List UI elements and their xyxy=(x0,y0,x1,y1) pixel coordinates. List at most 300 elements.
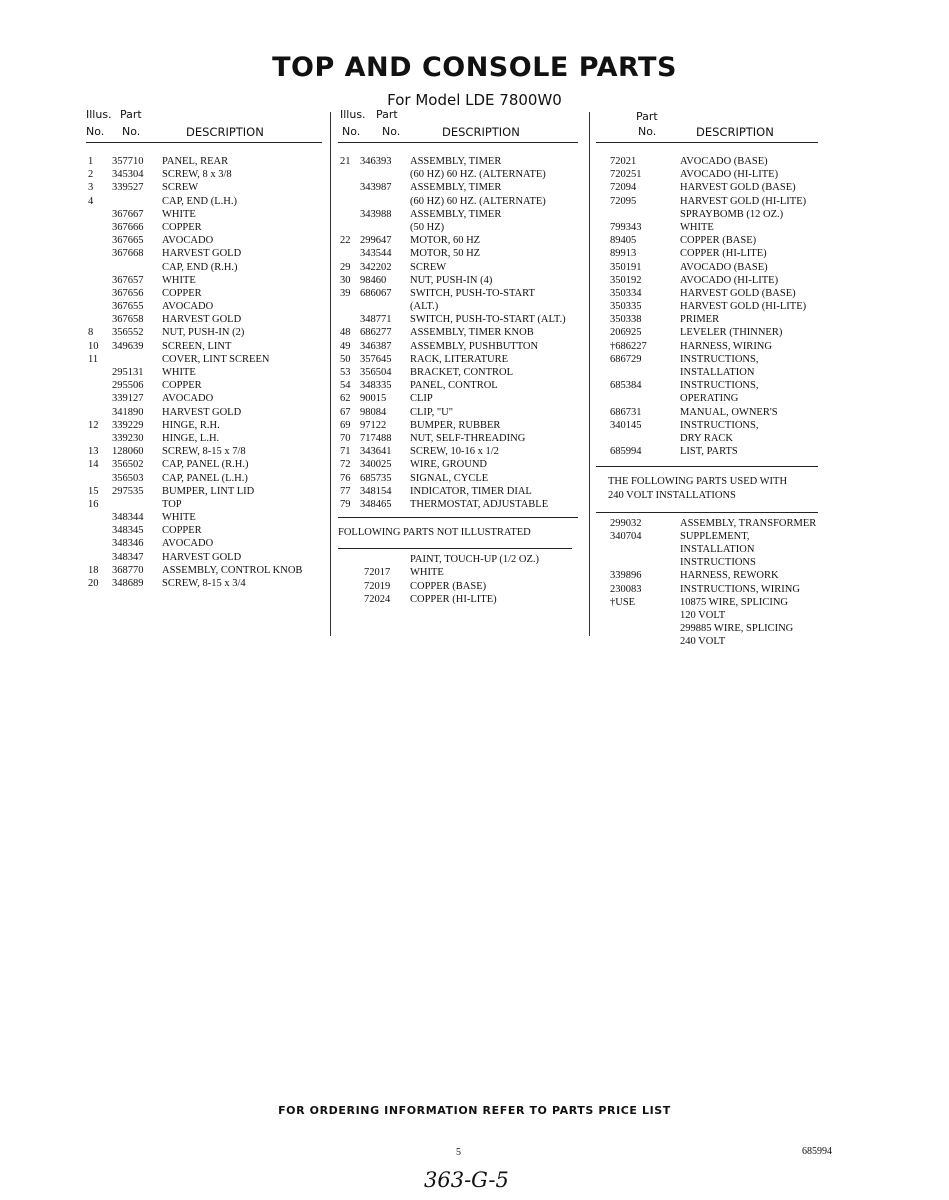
illus-number: 2 xyxy=(88,169,94,181)
part-number: 350335 xyxy=(610,301,642,313)
part-number: 348346 xyxy=(112,538,144,550)
list-item xyxy=(596,635,836,648)
list-item xyxy=(338,234,578,247)
list-item xyxy=(596,569,836,582)
illus-number: 22 xyxy=(340,235,351,247)
list-item xyxy=(86,564,322,577)
part-number: 230083 xyxy=(610,583,642,595)
part-description: PANEL, CONTROL xyxy=(410,380,498,392)
list-item xyxy=(338,485,578,498)
list-item xyxy=(338,406,578,419)
part-label: Part xyxy=(376,108,398,121)
section-rule xyxy=(338,517,578,518)
list-item xyxy=(338,566,578,579)
part-description: 10875 WIRE, SPLICING xyxy=(680,596,789,608)
part-description: INSTALLATION xyxy=(680,544,755,556)
list-item xyxy=(86,247,322,260)
part-number: 346393 xyxy=(360,156,392,167)
parts-column-1 xyxy=(86,108,322,590)
column-header xyxy=(86,108,322,142)
list-item xyxy=(338,580,578,593)
part-description: COPPER xyxy=(162,221,202,233)
part-number: 98084 xyxy=(360,406,387,418)
list-item xyxy=(86,195,322,208)
list-item xyxy=(86,551,322,564)
part-number: 98460 xyxy=(360,274,387,286)
part-description: MOTOR, 50 HZ xyxy=(410,248,481,260)
illus-number: 70 xyxy=(340,432,351,444)
model-subtitle: For Model LDE 7800W0 xyxy=(387,91,562,109)
part-number: 367655 xyxy=(112,301,144,313)
description-label: DESCRIPTION xyxy=(442,125,520,139)
parts-list xyxy=(86,155,322,590)
part-description: WHITE xyxy=(410,567,444,579)
column-divider xyxy=(330,112,331,636)
part-description: HARNESS, WIRING xyxy=(680,340,772,352)
list-item xyxy=(86,366,322,379)
illus-number: 29 xyxy=(340,261,351,273)
part-number: 89405 xyxy=(610,235,637,247)
part-description: THERMOSTAT, ADJUSTABLE xyxy=(410,498,549,510)
handwritten-note: 363-G-5 xyxy=(424,1168,509,1192)
part-description: INSTRUCTIONS, xyxy=(680,353,759,365)
part-number: 367666 xyxy=(112,221,144,233)
list-item xyxy=(596,155,836,168)
list-item xyxy=(86,458,322,471)
list-item xyxy=(338,326,578,339)
list-item xyxy=(86,234,322,247)
part-description: AVOCADO xyxy=(162,235,214,247)
illus-number: 11 xyxy=(88,353,99,365)
part-description: SWITCH, PUSH-TO-START xyxy=(410,287,535,299)
not-illustrated-note: FOLLOWING PARTS NOT ILLUSTRATED xyxy=(338,527,531,539)
illus-number: 10 xyxy=(88,340,99,352)
list-item xyxy=(86,274,322,287)
volt-note-line-2: 240 VOLT INSTALLATIONS xyxy=(608,489,736,501)
part-number: 356504 xyxy=(360,367,392,378)
part-description: LIST, PARTS xyxy=(680,446,738,458)
list-item xyxy=(596,300,836,313)
part-description: INSTRUCTIONS, WIRING xyxy=(680,583,800,595)
part-number: 348154 xyxy=(360,485,392,497)
part-number: 356552 xyxy=(112,327,144,339)
part-description: (60 HZ) 60 HZ. (ALTERNATE) xyxy=(410,195,546,207)
illus-label: Illus. xyxy=(340,108,366,121)
list-item xyxy=(338,445,578,458)
part-description: SCREW, 8 x 3/8 xyxy=(162,169,232,181)
part-description: WHITE xyxy=(680,221,714,233)
no2-label: No. xyxy=(382,125,401,138)
part-number: 345304 xyxy=(112,169,144,181)
part-number: 343641 xyxy=(360,446,392,458)
list-item xyxy=(596,392,836,405)
part-description: AVOCADO (HI-LITE) xyxy=(680,274,779,286)
illus-number: 79 xyxy=(340,498,351,510)
part-description: AVOCADO xyxy=(162,301,214,313)
part-description: PAINT, TOUCH-UP (1/2 OZ.) xyxy=(410,554,540,566)
part-number: 367668 xyxy=(112,248,144,260)
list-item xyxy=(338,300,578,313)
part-number: 348347 xyxy=(112,551,144,563)
description-label: DESCRIPTION xyxy=(186,125,264,139)
list-item xyxy=(338,155,578,168)
part-description: SCREEN, LINT xyxy=(162,340,232,352)
description-label: DESCRIPTION xyxy=(696,125,774,139)
list-item xyxy=(596,556,836,569)
illus-number: 39 xyxy=(340,287,351,299)
list-item xyxy=(596,517,836,530)
illus-number: 71 xyxy=(340,446,351,458)
part-description: HARVEST GOLD xyxy=(162,314,242,326)
list-item xyxy=(86,472,322,485)
part-description: PRIMER xyxy=(680,314,720,326)
part-number: 720251 xyxy=(610,169,642,181)
list-item xyxy=(338,392,578,405)
part-description: INSTALLATION xyxy=(680,367,755,378)
list-item xyxy=(338,353,578,366)
list-item xyxy=(596,195,836,208)
no-label: No. xyxy=(638,125,657,138)
part-description: COPPER (HI-LITE) xyxy=(680,248,767,260)
part-description: SPRAYBOMB (12 OZ.) xyxy=(680,208,784,220)
parts-list xyxy=(596,155,836,458)
no-label: No. xyxy=(342,125,361,138)
part-description: WHITE xyxy=(162,512,196,524)
part-number: 686729 xyxy=(610,353,642,365)
part-number: 367665 xyxy=(112,235,144,247)
part-number: 339896 xyxy=(610,570,642,582)
parts-list xyxy=(338,155,578,511)
list-item xyxy=(596,583,836,596)
part-number: 343988 xyxy=(360,208,392,220)
part-description: 120 VOLT xyxy=(680,610,726,622)
part-description: HINGE, R.H. xyxy=(162,419,220,431)
part-number: †686227 xyxy=(610,340,647,352)
part-number: 299032 xyxy=(610,517,642,529)
list-item xyxy=(338,432,578,445)
part-description: COPPER (BASE) xyxy=(410,580,487,592)
illus-number: 72 xyxy=(340,459,351,471)
illus-label: Illus. xyxy=(86,108,112,121)
list-item xyxy=(86,340,322,353)
list-item xyxy=(596,208,836,221)
list-item xyxy=(596,313,836,326)
part-description: ASSEMBLY, TIMER xyxy=(410,208,502,220)
illus-number: 8 xyxy=(88,327,94,339)
list-item xyxy=(338,379,578,392)
list-item xyxy=(86,379,322,392)
illus-number: 13 xyxy=(88,446,99,458)
part-number: 685384 xyxy=(610,380,642,392)
list-item xyxy=(86,326,322,339)
list-item xyxy=(86,392,322,405)
section-rule xyxy=(596,466,818,467)
list-item xyxy=(338,287,578,300)
part-number: 348689 xyxy=(112,578,144,589)
list-item xyxy=(596,261,836,274)
part-description: SCREW xyxy=(162,182,199,194)
part-number: 348465 xyxy=(360,498,392,510)
part-description: RACK, LITERATURE xyxy=(410,353,508,365)
page-title: TOP AND CONSOLE PARTS xyxy=(272,52,677,83)
part-number: 89913 xyxy=(610,248,637,260)
list-item xyxy=(86,524,322,537)
parts-column-2 xyxy=(338,108,578,606)
column-header xyxy=(596,108,836,142)
part-description: WHITE xyxy=(162,274,196,286)
list-item xyxy=(338,340,578,353)
part-description: INSTRUCTIONS xyxy=(680,557,756,569)
part-number: 339229 xyxy=(112,419,144,431)
illus-number: 30 xyxy=(340,274,351,286)
part-number: 799343 xyxy=(610,221,642,233)
part-description: AVOCADO (BASE) xyxy=(680,156,768,167)
illus-number: 49 xyxy=(340,340,351,352)
part-number: 339230 xyxy=(112,432,144,444)
part-description: MOTOR, 60 HZ xyxy=(410,235,481,247)
part-description: BUMPER, LINT LID xyxy=(162,485,255,497)
list-item xyxy=(338,313,578,326)
part-description: AVOCADO (BASE) xyxy=(680,261,768,273)
part-description: INSTRUCTIONS, xyxy=(680,380,759,392)
list-item xyxy=(596,326,836,339)
list-item xyxy=(596,445,836,458)
ordering-footer: FOR ORDERING INFORMATION REFER TO PARTS PRICE LIST xyxy=(278,1104,671,1117)
part-description: COPPER xyxy=(162,380,202,392)
illus-number: 69 xyxy=(340,419,351,431)
illus-number: 77 xyxy=(340,485,351,497)
part-description: HARVEST GOLD (BASE) xyxy=(680,182,796,194)
part-number: 72094 xyxy=(610,182,637,194)
illus-number: 76 xyxy=(340,472,351,484)
section-rule xyxy=(338,548,572,549)
part-number: 717488 xyxy=(360,432,392,444)
list-item xyxy=(596,181,836,194)
list-item xyxy=(596,596,836,609)
part-description: NUT, SELF-THREADING xyxy=(410,432,526,444)
list-item xyxy=(86,419,322,432)
part-description: COPPER (BASE) xyxy=(680,235,757,247)
part-number: †USE xyxy=(610,596,636,608)
part-description: AVOCADO (HI-LITE) xyxy=(680,169,779,181)
list-item xyxy=(86,181,322,194)
part-description: ASSEMBLY, PUSHBUTTON xyxy=(410,340,539,352)
list-item xyxy=(86,155,322,168)
part-number: 72024 xyxy=(364,593,391,605)
part-description: NUT, PUSH-IN (4) xyxy=(410,274,493,286)
part-description: CAP, END (L.H.) xyxy=(162,195,237,207)
part-number: 686277 xyxy=(360,327,392,339)
part-number: 686067 xyxy=(360,287,392,299)
illus-number: 21 xyxy=(340,156,351,167)
part-number: 357710 xyxy=(112,156,144,167)
part-description: HARVEST GOLD (HI-LITE) xyxy=(680,195,807,207)
part-description: OPERATING xyxy=(680,393,739,405)
part-description: HARVEST GOLD (HI-LITE) xyxy=(680,301,807,313)
part-number: 340704 xyxy=(610,530,642,542)
part-number: 367658 xyxy=(112,314,144,326)
list-item xyxy=(86,406,322,419)
section-rule xyxy=(596,512,818,513)
list-item xyxy=(596,168,836,181)
list-item xyxy=(596,340,836,353)
part-description: (50 HZ) xyxy=(410,221,445,233)
part-number: 299647 xyxy=(360,235,392,247)
part-number: 357645 xyxy=(360,353,392,365)
list-item xyxy=(596,530,836,543)
header-rule xyxy=(86,142,322,143)
part-number: 339127 xyxy=(112,393,144,405)
list-item xyxy=(86,313,322,326)
parts-column-3 xyxy=(596,108,836,649)
list-item xyxy=(86,577,322,590)
list-item xyxy=(596,379,836,392)
illus-number: 67 xyxy=(340,406,351,418)
illus-number: 4 xyxy=(88,195,94,207)
part-number: 685735 xyxy=(360,472,392,484)
illus-number: 15 xyxy=(88,485,99,497)
list-item xyxy=(338,419,578,432)
part-number: 350334 xyxy=(610,287,642,299)
list-item xyxy=(596,406,836,419)
part-number: 341890 xyxy=(112,406,144,418)
part-number: 348344 xyxy=(112,512,144,524)
part-description: PANEL, REAR xyxy=(162,156,229,167)
list-item xyxy=(338,261,578,274)
list-item xyxy=(86,300,322,313)
document-number: 685994 xyxy=(802,1146,832,1157)
part-description: COVER, LINT SCREEN xyxy=(162,353,270,365)
part-description: HARNESS, REWORK xyxy=(680,570,779,582)
list-item xyxy=(86,353,322,366)
no-label: No. xyxy=(86,125,105,138)
part-description: HARVEST GOLD xyxy=(162,551,242,563)
part-number: 348771 xyxy=(360,314,392,326)
part-number: 72017 xyxy=(364,567,391,579)
part-number: 72095 xyxy=(610,195,637,207)
part-description: AVOCADO xyxy=(162,393,214,405)
list-item xyxy=(338,208,578,221)
list-item xyxy=(338,247,578,260)
part-description: SCREW, 8-15 x 7/8 xyxy=(162,446,246,458)
list-item xyxy=(86,261,322,274)
header-rule xyxy=(596,142,818,143)
part-number: 343544 xyxy=(360,248,392,260)
illus-number: 53 xyxy=(340,367,351,378)
part-number: 348335 xyxy=(360,380,392,392)
list-item xyxy=(86,168,322,181)
illus-number: 20 xyxy=(88,578,99,589)
part-number: 346387 xyxy=(360,340,392,352)
list-item xyxy=(86,208,322,221)
illus-number: 16 xyxy=(88,498,99,510)
part-description: ASSEMBLY, CONTROL KNOB xyxy=(162,564,303,576)
illus-number: 1 xyxy=(88,156,94,167)
list-item xyxy=(596,366,836,379)
part-description: TOP xyxy=(162,498,182,510)
volt-note-line-1: THE FOLLOWING PARTS USED WITH xyxy=(608,476,788,488)
part-number: 686731 xyxy=(610,406,642,418)
part-number: 90015 xyxy=(360,393,387,405)
part-number: 356502 xyxy=(112,459,144,471)
list-item xyxy=(338,553,578,566)
list-item xyxy=(86,287,322,300)
part-description: CLIP, "U" xyxy=(410,406,453,418)
part-description: LEVELER (THINNER) xyxy=(680,327,783,339)
part-number: 368770 xyxy=(112,564,144,576)
part-number: 340145 xyxy=(610,419,642,431)
part-number: 72019 xyxy=(364,580,391,592)
no2-label: No. xyxy=(122,125,141,138)
part-number: 295506 xyxy=(112,380,144,392)
part-number: 340025 xyxy=(360,459,392,471)
part-description: BUMPER, RUBBER xyxy=(410,419,501,431)
illus-number: 48 xyxy=(340,327,351,339)
part-description: WHITE xyxy=(162,367,196,378)
part-description: CAP, END (R.H.) xyxy=(162,261,238,273)
part-number: 350338 xyxy=(610,314,642,326)
part-number: 128060 xyxy=(112,446,144,458)
illus-number: 14 xyxy=(88,459,99,471)
part-description: ASSEMBLY, TRANSFORMER xyxy=(680,517,817,529)
list-item xyxy=(338,221,578,234)
part-description: SCREW, 8-15 x 3/4 xyxy=(162,578,246,589)
illus-number: 50 xyxy=(340,353,351,365)
list-item xyxy=(596,419,836,432)
list-item xyxy=(338,593,578,606)
part-number: 685994 xyxy=(610,446,642,458)
part-description: ASSEMBLY, TIMER KNOB xyxy=(410,327,534,339)
list-item xyxy=(338,458,578,471)
part-description: SCREW xyxy=(410,261,447,273)
list-item xyxy=(338,274,578,287)
illus-number: 62 xyxy=(340,393,351,405)
list-item xyxy=(596,432,836,445)
part-number: 342202 xyxy=(360,261,392,273)
part-description: HARVEST GOLD xyxy=(162,406,242,418)
extra-parts-list xyxy=(596,517,836,649)
page-number: 5 xyxy=(456,1147,461,1158)
part-description: NUT, PUSH-IN (2) xyxy=(162,327,245,339)
part-number: 367657 xyxy=(112,274,144,286)
part-description: HINGE, L.H. xyxy=(162,432,220,444)
list-item xyxy=(596,221,836,234)
part-description: ASSEMBLY, TIMER xyxy=(410,156,502,167)
part-number: 349639 xyxy=(112,340,144,352)
list-item xyxy=(338,472,578,485)
extra-parts-list xyxy=(338,553,578,606)
illus-number: 3 xyxy=(88,182,94,194)
part-number: 367667 xyxy=(112,208,144,220)
part-description: AVOCADO xyxy=(162,538,214,550)
list-item xyxy=(596,622,836,635)
list-item xyxy=(86,445,322,458)
part-description: HARVEST GOLD xyxy=(162,248,242,260)
illus-number: 12 xyxy=(88,419,99,431)
list-item xyxy=(596,609,836,622)
part-description: (ALT.) xyxy=(410,301,439,313)
part-description: CAP, PANEL (L.H.) xyxy=(162,472,248,484)
list-item xyxy=(86,511,322,524)
part-description: SUPPLEMENT, xyxy=(680,530,750,542)
part-number: 295131 xyxy=(112,367,144,378)
part-description: INDICATOR, TIMER DIAL xyxy=(410,485,532,497)
list-item xyxy=(338,498,578,511)
part-description: INSTRUCTIONS, xyxy=(680,419,759,431)
part-label: Part xyxy=(636,110,658,123)
list-item xyxy=(86,498,322,511)
part-number: 206925 xyxy=(610,327,642,339)
